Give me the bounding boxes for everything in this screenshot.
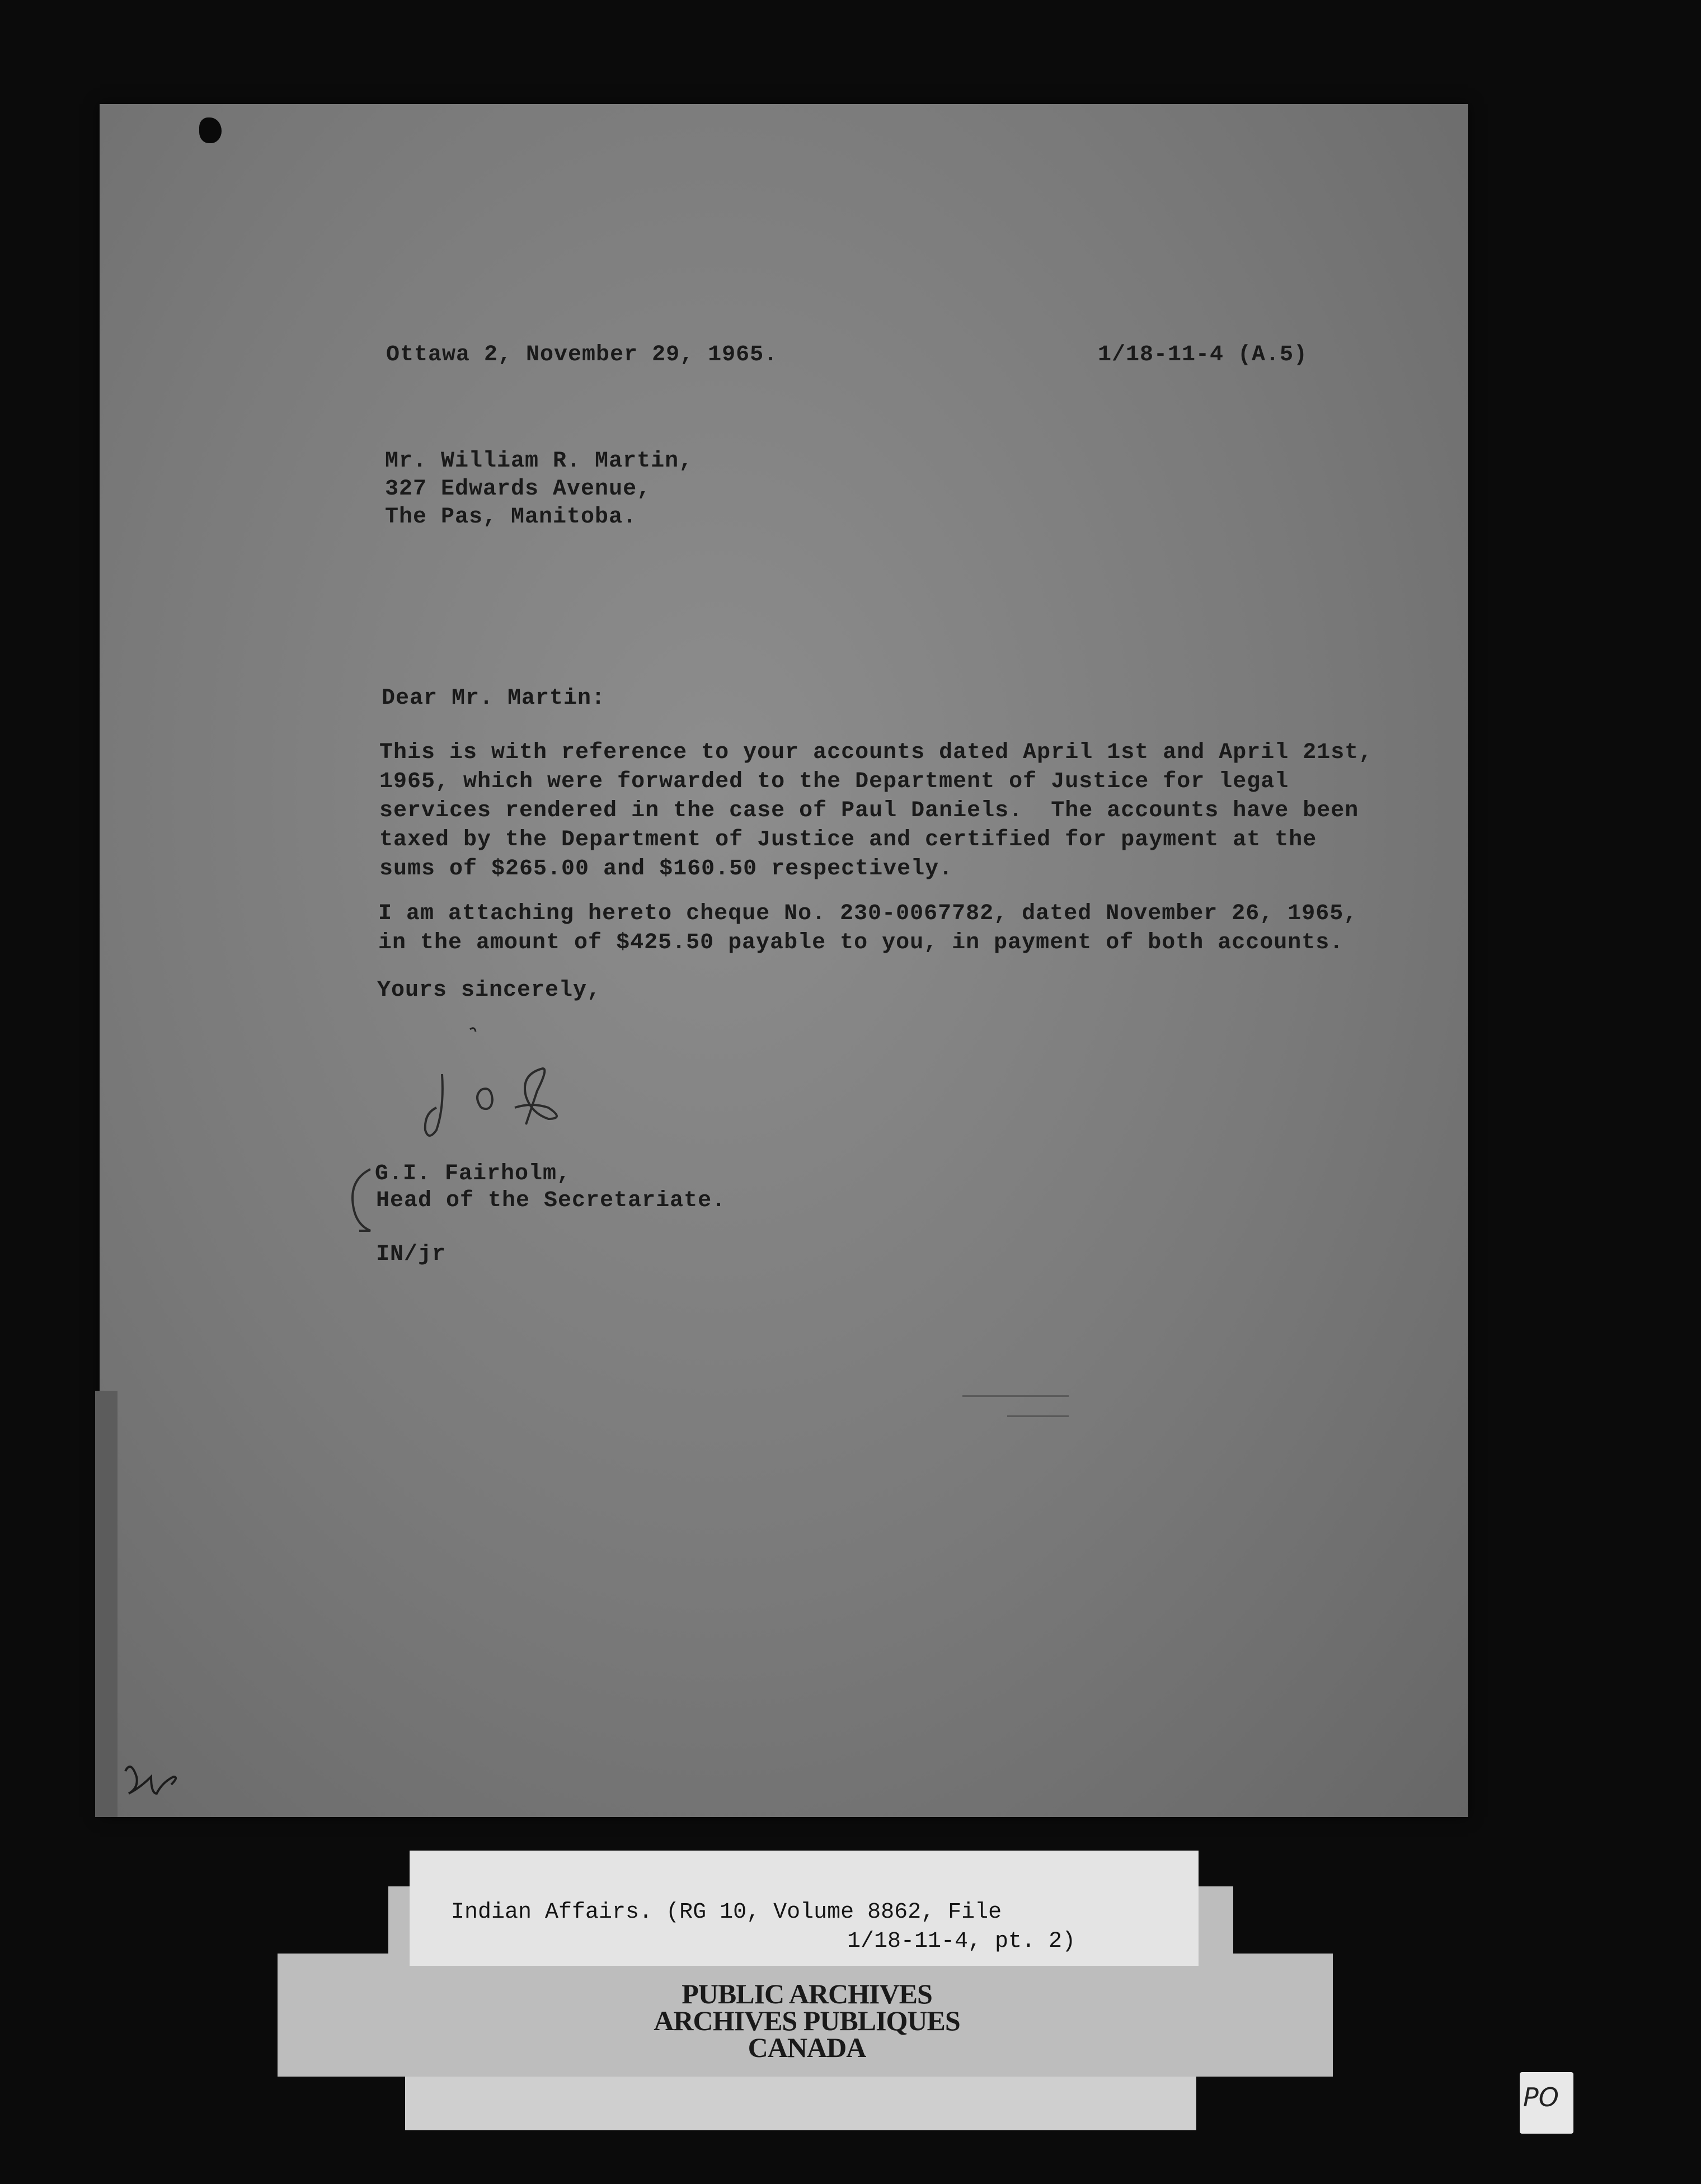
paragraph-line: 1965, which were forwarded to the Department of Justice for legal (379, 769, 1289, 794)
body-paragraph-2 (378, 900, 1357, 958)
page-edge-shadow (95, 1391, 118, 1817)
punch-hole-mark (199, 117, 222, 143)
handwritten-signature (403, 1018, 582, 1152)
address-line: Mr. William R. Martin, (385, 449, 693, 474)
address-line: 327 Edwards Avenue, (385, 477, 651, 502)
salutation: Dear Mr. Martin: (382, 686, 606, 711)
signatory-name: G.I. Fairholm, (375, 1161, 571, 1187)
archive-reference-line-1: Indian Affairs. (RG 10, Volume 8862, File (451, 1900, 1002, 1925)
typist-initials: IN/jr (376, 1242, 447, 1267)
paragraph-line: in the amount of $425.50 payable to you, in payment of both accounts. (378, 930, 1344, 956)
stray-mark (1007, 1415, 1069, 1417)
closing: Yours sincerely, (377, 978, 602, 1003)
paragraph-line: services rendered in the case of Paul Daniels. The accounts have been (379, 798, 1359, 823)
stray-mark (962, 1395, 1069, 1397)
recipient-address (385, 448, 693, 531)
corner-tag-text: PO (1523, 2082, 1559, 2112)
paragraph-line: This is with reference to your accounts dated April 1st and April 21st, (379, 740, 1373, 765)
label-card-notch (278, 1886, 388, 1954)
file-reference: 1/18-11-4 (A.5) (1098, 342, 1308, 368)
institution-line: CANADA (748, 2032, 866, 2063)
address-line: The Pas, Manitoba. (385, 505, 637, 530)
institution-line: ARCHIVES PUBLIQUES (654, 2005, 960, 2036)
place-date: Ottawa 2, November 29, 1965. (386, 342, 778, 368)
institution-line: PUBLIC ARCHIVES (682, 1978, 932, 2009)
archive-reference-line-2: 1/18-11-4, pt. 2) (847, 1929, 1076, 1954)
label-card-bottom-strip (405, 2077, 1196, 2130)
paragraph-line: taxed by the Department of Justice and certified for payment at the (379, 827, 1317, 853)
paragraph-line: I am attaching hereto cheque No. 230-0067782, dated November 26, 1965, (378, 901, 1358, 926)
paragraph-line: sums of $265.00 and $160.50 respectively. (379, 856, 953, 882)
handwritten-margin-mark (120, 1760, 187, 1799)
body-paragraph-1 (379, 738, 1373, 884)
archives-institution-stamp (555, 1980, 1059, 2061)
signatory-title: Head of the Secretariate. (376, 1188, 726, 1213)
label-card-notch (1233, 1886, 1333, 1954)
